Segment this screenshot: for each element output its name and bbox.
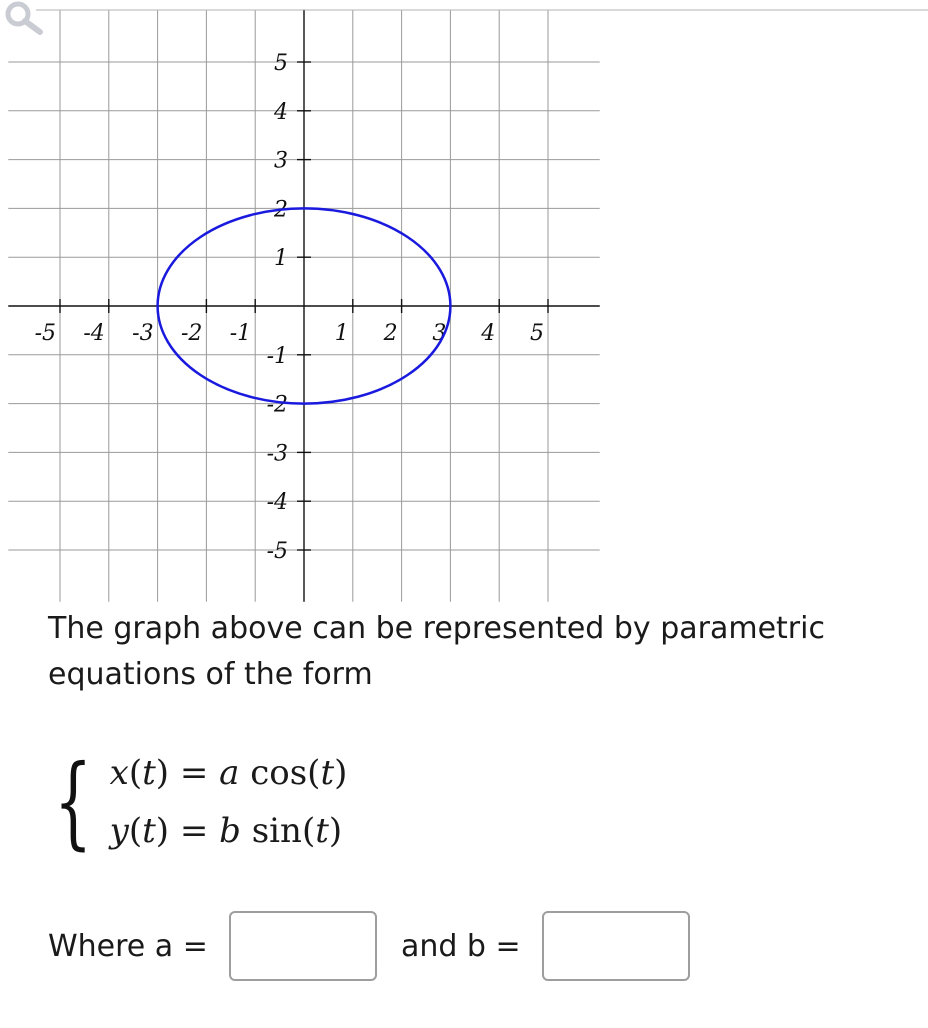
x-tick-label: 3 (432, 321, 447, 346)
y-tick-label: -2 (266, 392, 288, 418)
x-tick-label: 5 (530, 321, 544, 346)
b-label: and b = (391, 928, 531, 964)
y-tick-label: 3 (274, 148, 288, 174)
b-input[interactable] (542, 911, 690, 981)
y-tick-label: 2 (274, 197, 288, 223)
parametric-system (54, 742, 347, 862)
x-tick-label: -4 (83, 321, 105, 346)
magnifier-icon[interactable] (0, 0, 48, 36)
y-tick-label: 1 (274, 246, 288, 272)
x-tick-label: -5 (34, 321, 56, 346)
equation-y: y(t) = b sin(t) (109, 811, 343, 851)
question-prompt: The graph above can be represented by parametric equations of the form (48, 611, 825, 692)
y-tick-label: -1 (266, 343, 288, 369)
y-tick-label: -4 (266, 490, 288, 516)
y-tick-label: -3 (266, 441, 288, 467)
equation-column (110, 747, 348, 857)
x-tick-label: 1 (334, 321, 349, 346)
equation-x: x(t) = a cos(t) (109, 753, 348, 793)
x-tick-label: 4 (481, 321, 496, 346)
y-tick-label: 5 (274, 51, 288, 76)
ellipse-graph (0, 0, 600, 580)
y-tick-label: 4 (274, 99, 288, 125)
x-tick-label: -3 (132, 321, 154, 346)
a-input[interactable] (229, 911, 377, 981)
graph-panel (0, 0, 600, 580)
answer-row (48, 908, 704, 984)
x-tick-label: -1 (229, 321, 252, 346)
a-label: Where a = (48, 928, 218, 964)
y-tick-label: -5 (266, 539, 288, 564)
left-brace: { (54, 743, 93, 860)
x-tick-label: 2 (383, 321, 398, 346)
x-tick-label: -2 (180, 321, 203, 346)
